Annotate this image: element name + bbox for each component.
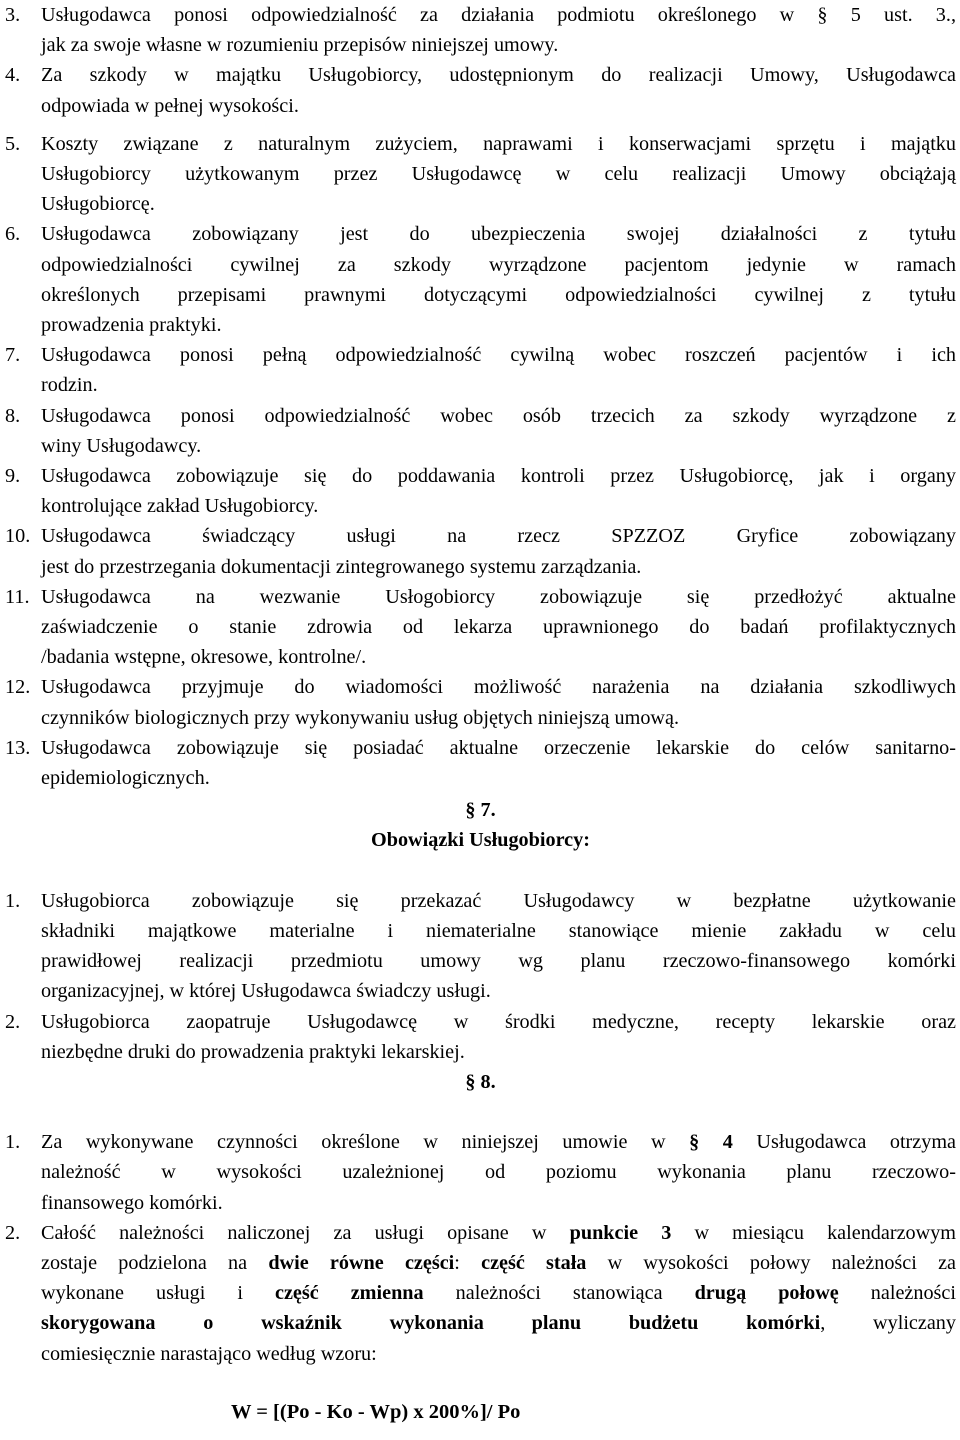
- list-item: [5, 129, 956, 220]
- s8-item-2-line-3: [41, 1278, 956, 1308]
- list-item: [5, 401, 956, 461]
- list-item: [5, 733, 956, 793]
- s8-item-2-line-1: [41, 1218, 956, 1248]
- s8-item-1-line-3: finansowego komórki.: [41, 1191, 223, 1214]
- item-text: [41, 219, 956, 340]
- s8-item-2-line-5: comiesięcznie narastająco według wzoru:: [41, 1342, 377, 1365]
- item-text-line: Usługodawca zobowiązuje się posiadać aktualne orzeczenie lekarskie do celów sanitarno-: [41, 736, 956, 759]
- text-run: , wyliczany: [820, 1312, 956, 1335]
- emphasis: część zmienna: [275, 1282, 424, 1305]
- s8-item-2-line-4: [41, 1308, 956, 1338]
- list-item: [5, 0, 956, 60]
- item-text-line: składniki majątkowe materialne i niematerialne stanowiące mienie zakładu w celu: [41, 919, 956, 942]
- item-text-line: Usługodawca zobowiązuje się do poddawania kontroli przez Usługobiorcę, jak i organy: [41, 465, 956, 488]
- section-7-heading: [5, 795, 956, 855]
- item-number: 2.: [5, 1010, 21, 1033]
- s8-item-1-text: [41, 1127, 956, 1218]
- item-text: [41, 521, 956, 581]
- item-text: [41, 340, 956, 400]
- text-run: należności: [838, 1282, 956, 1305]
- item-text-line: winy Usługodawcy.: [41, 434, 202, 457]
- item-text: [41, 129, 956, 220]
- list-item: [5, 1007, 956, 1067]
- s8-item-2-text: [41, 1218, 956, 1369]
- item-text-line: odpowiada w pełnej wysokości.: [41, 94, 299, 117]
- obligations-list-part-1: [5, 0, 956, 121]
- item-text-line: Usługodawca na wezwanie Usłogobiorcy zobowiązuje się przedłożyć aktualne: [41, 585, 956, 608]
- list-item: [5, 60, 956, 120]
- list-item: [5, 886, 956, 1007]
- item-text: [41, 582, 956, 673]
- item-text-line: Usługodawca ponosi odpowiedzialność za działania podmiotu określonego w § 5 ust. 3.,: [41, 4, 956, 26]
- item-number: 3.: [5, 4, 21, 26]
- item-text-line: Za szkody w majątku Usługobiorcy, udostępnionym do realizacji Umowy, Usługodawca: [41, 64, 956, 87]
- item-text: [41, 886, 956, 1007]
- list-item: [5, 582, 956, 673]
- text-run: :: [454, 1251, 482, 1274]
- item-text-line: Usługobiorca zaopatruje Usługodawcę w środki medyczne, recepty lekarskie oraz: [41, 1010, 956, 1033]
- item-text-line: jest do przestrzegania dokumentacji zintegrowanego systemu zarządzania.: [41, 555, 642, 578]
- payment-formula: W = [(Po - Ko - Wp) x 200%]/ Po: [231, 1400, 521, 1423]
- item-number: 1.: [5, 889, 21, 912]
- paragraph-reference: § 4: [689, 1131, 733, 1154]
- list-item: [5, 219, 956, 340]
- item-text-line: określonych przepisami prawnymi dotyczącymi odpowiedzialności cywilnej z tytułu: [41, 283, 956, 306]
- item-text-line: Usługobiorcę.: [41, 193, 155, 216]
- list-item: [5, 340, 956, 400]
- emphasis: skorygowana o wskaźnik wykonania planu budżetu komórki: [41, 1312, 821, 1335]
- item-text-line: prawidłowej realizacji przedmiotu umowy wg planu rzeczowo-finansowego komórki: [41, 950, 956, 973]
- item-text-line: epidemiologicznych.: [41, 767, 210, 790]
- s8-item-2-number: 2.: [5, 1221, 21, 1244]
- emphasis: drugą połowę: [694, 1282, 839, 1305]
- item-text: [41, 60, 956, 120]
- item-text: [41, 733, 956, 793]
- client-obligations-list: [5, 886, 956, 1067]
- item-text-line: Usługodawca zobowiązany jest do ubezpieczenia swojej działalności z tytułu: [41, 223, 956, 246]
- text-run: Za wykonywane czynności określone w niniejszej umowie w: [41, 1131, 690, 1154]
- s8-item-1: [5, 1127, 956, 1218]
- section-8-sign: § 8.: [465, 1070, 496, 1093]
- item-text-line: Usługodawca ponosi odpowiedzialność wobec osób trzecich za szkody wyrządzone z: [41, 404, 956, 427]
- s8-item-1-line-1: [41, 1127, 956, 1157]
- item-number: 11.: [5, 585, 30, 608]
- item-text-line: prowadzenia praktyki.: [41, 314, 222, 337]
- text-run: Całość należności naliczonej za usługi opisane w: [41, 1221, 570, 1244]
- item-text-line: organizacyjnej, w której Usługodawca świadczy usługi.: [41, 980, 491, 1003]
- item-text-line: Usługodawca świadczący usługi na rzecz SPZZOZ Gryfice zobowiązany: [41, 525, 956, 548]
- emphasis: część stała: [481, 1251, 587, 1274]
- item-text-line: Usługodawca przyjmuje do wiadomości możliwość narażenia na działania szkodliwych: [41, 676, 956, 699]
- list-item: [5, 461, 956, 521]
- item-text-line: Usługodawca ponosi pełną odpowiedzialność cywilną wobec roszczeń pacjentów i ich: [41, 344, 956, 367]
- s8-item-2: [5, 1218, 956, 1369]
- item-text: [41, 672, 956, 732]
- point-reference: punkcie 3: [569, 1221, 672, 1244]
- item-number: 12.: [5, 676, 31, 699]
- item-text-line: Usługobiorcy użytkowanym przez Usługodawcę w celu realizacji Umowy obciążają: [41, 163, 956, 186]
- item-text-line: Koszty związane z naturalnym zużyciem, naprawami i konserwacjami sprzętu i majątku: [41, 132, 956, 155]
- item-number: 5.: [5, 132, 21, 155]
- text-run: w wysokości połowy należności za: [586, 1251, 956, 1274]
- item-text: [41, 401, 956, 461]
- item-text-line: kontrolujące zakład Usługobiorcy.: [41, 495, 319, 518]
- text-run: wykonane usługi i: [41, 1282, 275, 1305]
- section-7-title: Obowiązki Usługobiorcy:: [371, 829, 590, 852]
- list-item: [5, 521, 956, 581]
- item-number: 7.: [5, 344, 21, 367]
- item-text: [41, 1007, 956, 1067]
- text-run: Usługodawca otrzyma: [732, 1131, 956, 1154]
- item-text-line: /badania wstępne, okresowe, kontrolne/.: [41, 646, 367, 669]
- item-text-line: Usługobiorca zobowiązuje się przekazać Usługodawcy w bezpłatne użytkowanie: [41, 889, 956, 912]
- item-text-line: odpowiedzialności cywilnej za szkody wyrządzone pacjentom jedynie w ramach: [41, 253, 956, 276]
- section-7-sign: § 7.: [465, 799, 496, 822]
- item-text-line: zaświadczenie o stanie zdrowia od lekarza uprawnionego do badań profilaktycznych: [41, 616, 956, 639]
- s8-item-1-line-2: należność w wysokości uzależnionej od poziomu wykonania planu rzeczowo-: [41, 1161, 956, 1184]
- emphasis: dwie równe części: [268, 1251, 455, 1274]
- obligations-list-part-2: [5, 129, 956, 793]
- item-text-line: jak za swoje własne w rozumieniu przepisów niniejszej umowy.: [41, 34, 559, 57]
- item-number: 10.: [5, 525, 31, 548]
- item-number: 13.: [5, 736, 31, 759]
- item-number: 8.: [5, 404, 21, 427]
- item-text: [41, 461, 956, 521]
- list-item: [5, 672, 956, 732]
- text-run: zostaje podzielona na: [41, 1251, 269, 1274]
- item-text: [41, 0, 956, 60]
- item-number: 6.: [5, 223, 21, 246]
- item-number: 9.: [5, 465, 21, 488]
- item-text-line: czynników biologicznych przy wykonywaniu usług objętych niniejszą umową.: [41, 706, 680, 729]
- item-text-line: niezbędne druki do prowadzenia praktyki lekarskiej.: [41, 1040, 465, 1063]
- s8-item-2-line-2: [41, 1248, 956, 1278]
- text-run: należności stanowiąca: [423, 1282, 695, 1305]
- item-number: 4.: [5, 64, 21, 87]
- s8-item-1-number: 1.: [5, 1131, 21, 1154]
- text-run: w miesiącu kalendarzowym: [671, 1221, 956, 1244]
- item-text-line: rodzin.: [41, 374, 98, 397]
